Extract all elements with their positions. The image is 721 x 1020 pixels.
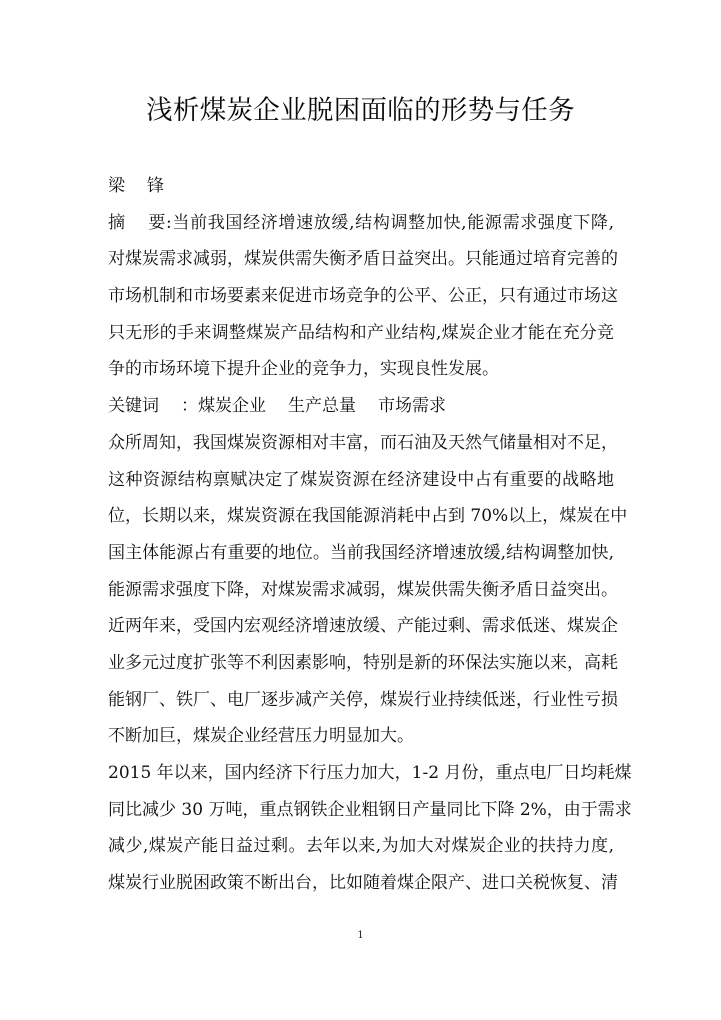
paragraph-line: 煤炭行业脱困政策不断出台，比如随着煤企限产、进口关税恢复、清 (108, 873, 618, 894)
paragraph-line: 位，长期以来，煤炭资源在我国能源消耗中占到 70%以上，煤炭在中 (108, 506, 628, 527)
paragraph-line: 不断加巨，煤炭企业经营压力明显加大。 (108, 726, 414, 747)
paragraph-line: 能源需求强度下降，对煤炭需求减弱，煤炭供需失衡矛盾日益突出。 (108, 579, 618, 600)
keyword-item: 煤炭企业 (198, 396, 266, 417)
keyword-item: 市场需求 (378, 396, 446, 417)
author-line (108, 168, 614, 205)
keywords-separator: ： (181, 396, 198, 417)
document-title: 浅析煤炭企业脱困面临的形势与任务 (146, 95, 575, 126)
paragraph-line: 减少,煤炭产能日益过剩。去年以来,为加大对煤炭企业的扶持力度, (108, 836, 614, 857)
paragraph-line: 近两年来，受国内宏观经济增速放缓、产能过剩、需求低迷、煤炭企 (108, 616, 618, 637)
page-number: 1 (357, 930, 364, 941)
abstract-line: 市场机制和市场要素来促进市场竞争的公平、公正，只有通过市场这 (108, 286, 618, 307)
paragraph-line: 2015 年以来，国内经济下行压力加大，1-2 月份，重点电厂日均耗煤 (108, 763, 632, 783)
paragraph-line: 业多元过度扩张等不利因素影响，特别是新的环保法实施以来，高耗 (108, 652, 618, 673)
abstract-label-second: 要: (147, 212, 172, 233)
author-name-second: 锋 (147, 176, 164, 196)
paragraph-line: 众所周知，我国煤炭资源相对丰富，而石油及天然气储量相对不足， (108, 432, 618, 453)
keywords-label: 关键词 (108, 396, 159, 417)
paragraph-line: 能钢厂、铁厂、电厂逐步减产关停，煤炭行业持续低迷，行业性亏损 (108, 689, 618, 710)
abstract-line: 对煤炭需求减弱，煤炭供需失衡矛盾日益突出。只能通过培育完善的 (108, 249, 618, 270)
abstract-label-first: 摘 (108, 212, 126, 233)
keywords-line (108, 388, 614, 425)
abstract-text: 当前我国经济增速放缓,结构调整加快,能源需求强度下降, (171, 212, 615, 233)
author-name-first: 梁 (108, 176, 125, 196)
paragraph-line: 同比减少 30 万吨，重点钢铁企业粗钢日产量同比下降 2%，由于需求 (108, 799, 632, 820)
abstract-line: 争的市场环境下提升企业的竞争力，实现良性发展。 (108, 359, 499, 380)
keyword-item: 生产总量 (288, 396, 356, 417)
abstract-line: 只无形的手来调整煤炭产品结构和产业结构,煤炭企业才能在充分竞 (108, 322, 614, 343)
abstract-line-1 (108, 205, 614, 242)
paragraph-line: 国主体能源占有重要的地位。当前我国经济增速放缓,结构调整加快, (108, 542, 614, 563)
paragraph-line: 这种资源结构禀赋决定了煤炭资源在经济建设中占有重要的战略地 (108, 469, 614, 490)
document-body (108, 168, 632, 902)
